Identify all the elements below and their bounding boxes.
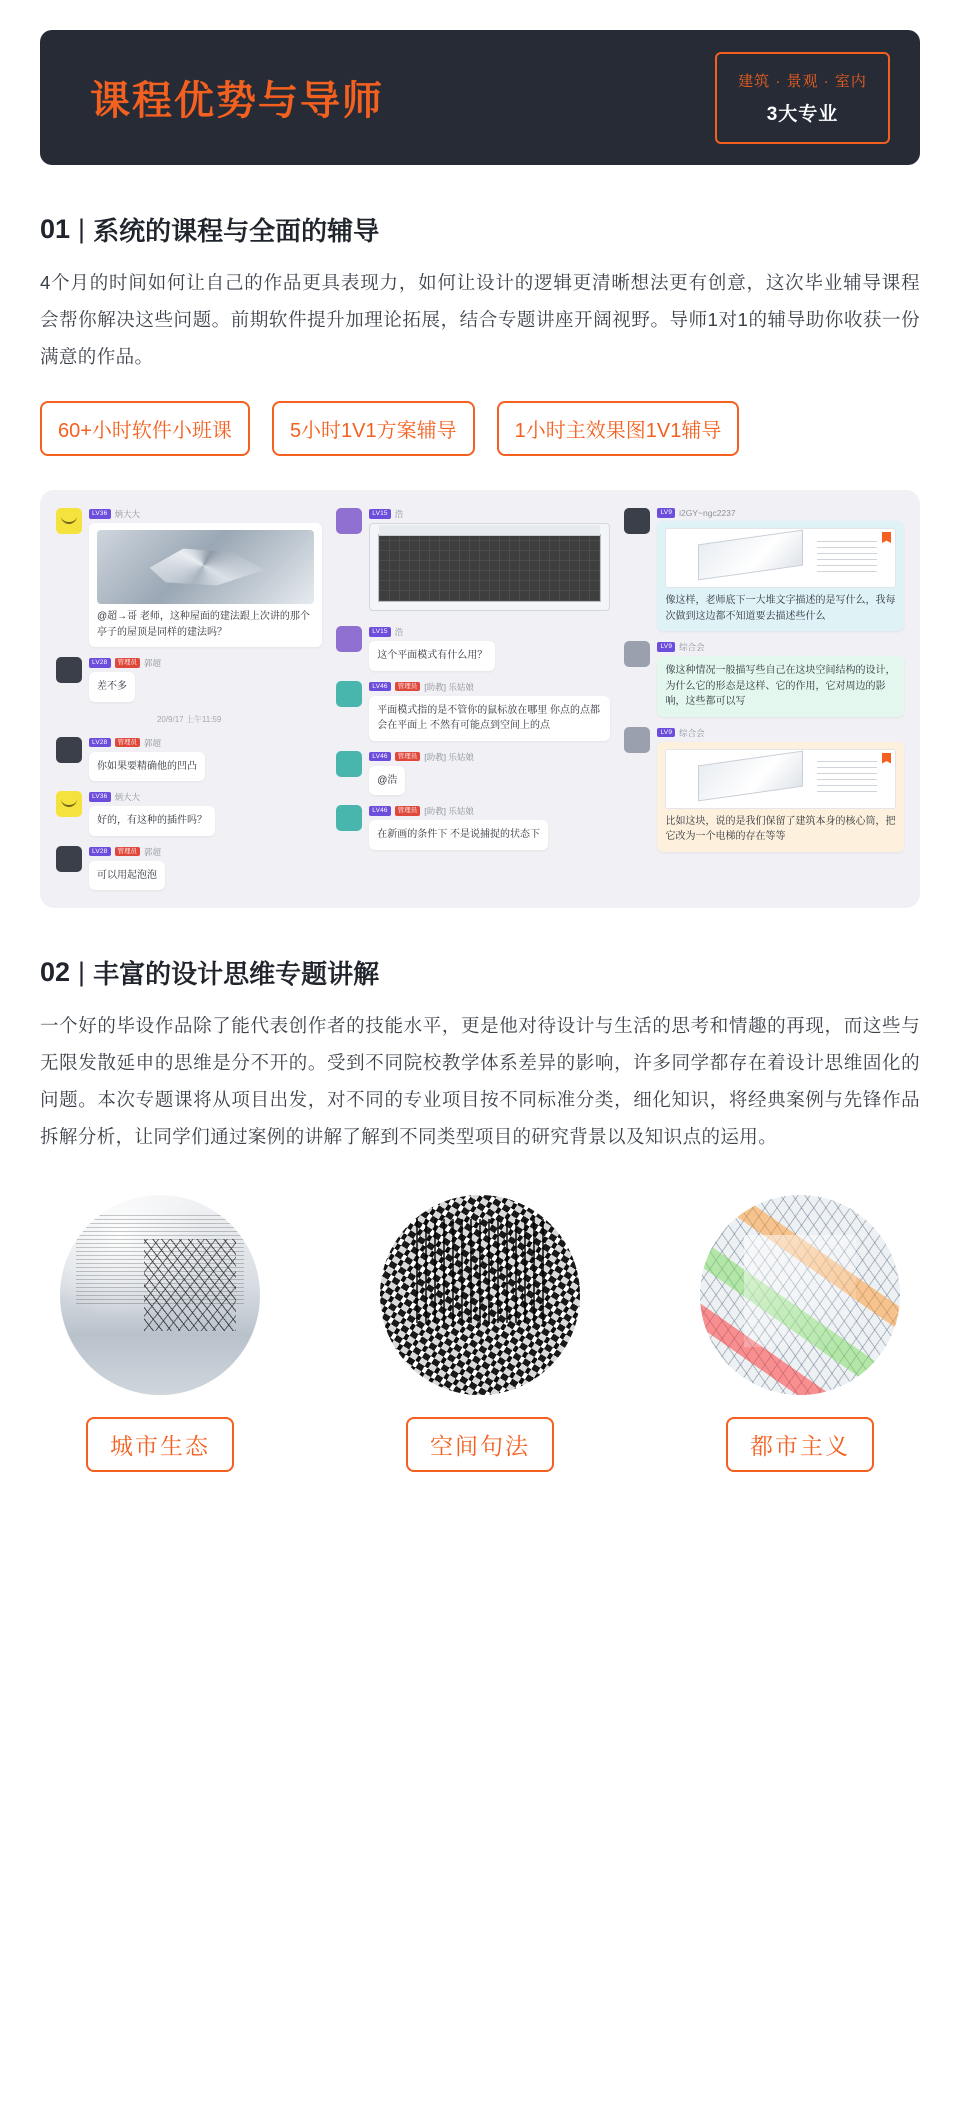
level-badge: LV9 — [657, 728, 675, 738]
section-01-divider: | — [78, 214, 86, 244]
avatar — [336, 508, 362, 534]
assistant-name: [助教] 乐姑娘 — [424, 681, 474, 692]
topic-gallery — [40, 1195, 920, 1472]
section-02-paragraph: 一个好的毕设作品除了能代表创作者的技能水平，更是他对待设计与生活的思考和情趣的再现，而这些与无限发散延申的思维是分不开的。受到不同院校教学体系差异的影响，许多同学都存在着设计思维固化的问题。本次专题课将从项目出发，对不同的专业项目按不同标准分类，细化知识，将经典案例与先锋作品拆解分析，让同学们通过案例的讲解了解到不同类型项目的研究背景以及知识点的运用。 — [40, 1015, 920, 1147]
section-02 — [40, 954, 920, 1155]
avatar — [56, 846, 82, 872]
level-badge: LV46 — [369, 682, 391, 692]
attachment-screenshot — [369, 523, 610, 611]
username: 浩 — [394, 509, 404, 519]
avatar — [56, 508, 82, 534]
role-badge: 管理员 — [115, 738, 141, 748]
section-02-heading — [40, 954, 920, 991]
level-badge: LV46 — [369, 752, 391, 762]
avatar — [624, 508, 650, 534]
level-badge: LV15 — [369, 627, 391, 637]
topic-item-space-syntax — [360, 1195, 600, 1472]
chat-bubble — [657, 521, 904, 631]
chat-message — [56, 791, 322, 836]
chat-message — [624, 727, 904, 852]
section-01-heading — [40, 211, 920, 248]
chat-bubble: 在新画的条件下 不是说捕捉的状态下 — [369, 820, 548, 850]
chat-bubble: 像这种情况一般描写些自己在这块空间结构的设计，为什么它的形态是这样、它的作用，它对周边的影响，这些都可以写 — [657, 656, 904, 717]
username: i2GY~ngc2237 — [679, 508, 736, 518]
chat-message — [56, 737, 322, 782]
badge-majors: 建筑 · 景观 · 室内 — [738, 73, 867, 90]
avatar — [336, 751, 362, 777]
chat-message — [56, 846, 322, 891]
page-title: 课程优势与导师 — [90, 79, 384, 123]
header-banner — [40, 30, 920, 165]
level-badge: LV15 — [369, 509, 391, 519]
chat-bubble — [89, 523, 322, 647]
section-01-pills — [40, 401, 920, 456]
pill-software-class: 60+小时软件小班课 — [40, 401, 250, 456]
chat-message — [56, 657, 322, 702]
username: 浩 — [394, 627, 404, 637]
chat-message — [56, 508, 322, 647]
chat-screenshot — [40, 490, 920, 908]
section-01-paragraph: 4个月的时间如何让自己的作品更具表现力，如何让设计的逻辑更清晰想法更有创意，这次毕业辅导课程会帮你解决这些问题。前期软件提升加理论拓展，结合专题讲座开阔视野。导师1对1的辅导助你收获一份满意的作品。 — [40, 272, 920, 367]
chat-bubble: 平面模式指的是不管你的鼠标放在哪里 你点的点都会在平面上 不然有可能点到空间上的点 — [369, 696, 610, 741]
topic-image — [700, 1195, 900, 1395]
avatar — [624, 641, 650, 667]
topic-image — [380, 1195, 580, 1395]
username: 炳大大 — [114, 792, 141, 802]
level-badge: LV28 — [89, 738, 111, 748]
role-badge: 管理员 — [395, 806, 421, 816]
level-badge: LV46 — [369, 806, 391, 816]
assistant-name: [助教] 乐姑娘 — [424, 751, 474, 762]
topic-label: 都市主义 — [726, 1417, 874, 1472]
username: 郭超 — [144, 658, 162, 668]
chat-bubble: 差不多 — [89, 672, 135, 702]
chat-message — [336, 751, 610, 796]
level-badge: LV28 — [89, 847, 111, 857]
topic-item-urbanism — [680, 1195, 920, 1472]
role-badge: 管理员 — [115, 658, 141, 668]
avatar — [336, 681, 362, 707]
attachment-document — [665, 749, 896, 809]
chat-bubble: 可以用起泡泡 — [89, 861, 165, 891]
role-badge: 管理员 — [395, 682, 421, 692]
level-badge: LV36 — [89, 792, 111, 802]
chat-timestamp: 20/9/17 上午11:59 — [156, 714, 222, 724]
avatar — [56, 737, 82, 763]
chat-bubble: 好的，有这种的插件吗？ — [89, 806, 215, 836]
chat-bubble — [657, 742, 904, 852]
section-02-number: 02 — [40, 957, 71, 987]
chat-bubble: @浩 — [369, 766, 405, 796]
assistant-name: [助教] 乐姑娘 — [424, 806, 474, 816]
avatar — [56, 657, 82, 683]
avatar — [624, 727, 650, 753]
username: 郭超 — [144, 737, 162, 748]
level-badge: LV9 — [657, 508, 675, 518]
chat-message — [336, 508, 610, 616]
chat-text: 比如这块，说的是我们保留了建筑本身的核心筒，把它改为一个电梯的存在等等 — [665, 815, 896, 842]
username: 郭超 — [144, 846, 162, 857]
chat-bubble: 这个平面模式有什么用？ — [369, 641, 495, 671]
avatar — [336, 626, 362, 652]
chat-message — [336, 805, 610, 850]
topic-item-urban-ecology — [40, 1195, 280, 1472]
chat-column-3 — [624, 508, 904, 890]
level-badge: LV36 — [89, 509, 111, 519]
topic-label: 空间句法 — [406, 1417, 554, 1472]
chat-column-2 — [336, 508, 610, 890]
major-badge — [715, 52, 890, 144]
topic-label: 城市生态 — [86, 1417, 234, 1472]
role-badge: 管理员 — [115, 847, 141, 857]
attachment-image — [97, 530, 314, 604]
section-02-divider: | — [78, 957, 86, 987]
pill-1v1-scheme: 5小时1V1方案辅导 — [272, 401, 475, 456]
chat-column-1 — [56, 508, 322, 890]
username: 综合会 — [679, 727, 705, 738]
section-01-number: 01 — [40, 214, 71, 244]
chat-text: 像这样，老师底下一大堆文字描述的是写什么，我每次做到这边都不知道要去描述些什么 — [665, 595, 896, 622]
chat-text: @超→哥 老师，这种屋面的建法跟上次讲的那个亭子的屋顶是同样的建法吗？ — [97, 611, 310, 638]
chat-message — [336, 681, 610, 741]
level-badge: LV9 — [657, 642, 675, 652]
section-01-title: 系统的课程与全面的辅导 — [93, 216, 380, 246]
section-02-title: 丰富的设计思维专题讲解 — [93, 959, 380, 989]
chat-message — [624, 508, 904, 631]
pill-1v1-render: 1小时主效果图1V1辅导 — [497, 401, 740, 456]
attachment-document — [665, 528, 896, 588]
topic-image — [60, 1195, 260, 1395]
username: 综合会 — [679, 642, 705, 652]
role-badge: 管理员 — [395, 752, 421, 762]
badge-count: 3大专业 — [766, 104, 839, 125]
chat-message — [624, 641, 904, 717]
section-01 — [40, 211, 920, 456]
avatar — [56, 791, 82, 817]
username: 炳大大 — [114, 509, 141, 519]
page-root — [0, 30, 960, 1512]
level-badge: LV28 — [89, 658, 111, 668]
avatar — [336, 805, 362, 831]
chat-bubble: 你如果要精确他的凹凸 — [89, 752, 205, 782]
chat-message — [336, 626, 610, 671]
